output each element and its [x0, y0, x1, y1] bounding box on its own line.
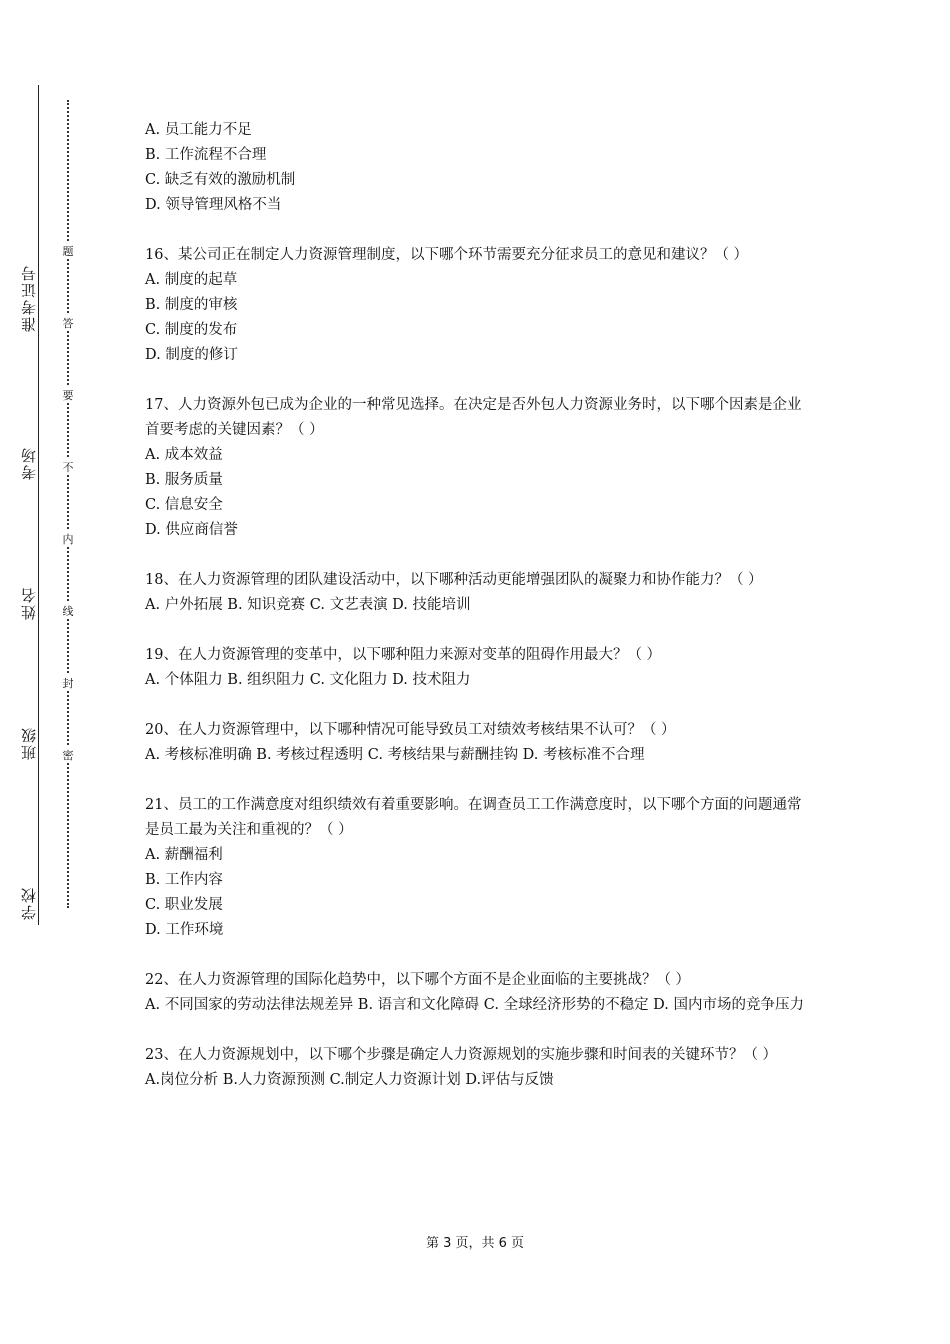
option: B. 工作流程不合理 — [145, 147, 267, 163]
question-stem: 18、在人力资源管理的团队建设活动中，以下哪种活动更能增强团队的凝聚力和协作能力？（ ） — [145, 572, 763, 588]
option: B. 制度的审核 — [145, 297, 238, 313]
question-17 — [145, 393, 810, 543]
question-22 — [145, 968, 810, 1018]
option: D. 工作环境 — [145, 922, 224, 938]
option: D. 领导管理风格不当 — [145, 197, 282, 213]
question-16 — [145, 243, 810, 368]
binding-line — [38, 85, 39, 925]
option: B. 工作内容 — [145, 872, 223, 888]
question-stem: 16、某公司正在制定人力资源管理制度，以下哪个环节需要充分征求员工的意见和建议？（ ） — [145, 247, 749, 263]
question-stem: 23、在人力资源规划中，以下哪个步骤是确定人力资源规划的实施步骤和时间表的关键环节？（ ） — [145, 1047, 778, 1063]
binding-margin — [0, 0, 100, 1344]
field-name: 姓名 — [20, 586, 38, 620]
option: D. 供应商信誉 — [145, 522, 238, 538]
option: A. 薪酬福利 — [145, 847, 223, 863]
question-stem: 19、在人力资源管理的变革中，以下哪种阻力来源对变革的阻碍作用最大？（ ） — [145, 647, 662, 663]
question-19 — [145, 643, 810, 693]
option: C. 职业发展 — [145, 897, 223, 913]
option: C. 信息安全 — [145, 497, 223, 513]
seal-char: 线 — [59, 603, 77, 619]
option: A.岗位分析 B.人力资源预测 C.制定人力资源计划 D.评估与反馈 — [145, 1072, 554, 1088]
option: A. 员工能力不足 — [145, 122, 252, 138]
field-exam-number: 准考证号 — [20, 264, 38, 332]
question-21 — [145, 793, 810, 943]
question-18 — [145, 568, 810, 618]
option: A. 个体阻力 B. 组织阻力 C. 文化阻力 D. 技术阻力 — [145, 672, 471, 688]
field-school: 学校 — [20, 886, 38, 920]
question-stem: 20、在人力资源管理中，以下哪种情况可能导致员工对绩效考核结果不认可？（ ） — [145, 722, 676, 738]
option: A. 户外拓展 B. 知识竞赛 C. 文艺表演 D. 技能培训 — [145, 597, 471, 613]
question-stem: 22、在人力资源管理的国际化趋势中，以下哪个方面不是企业面临的主要挑战？（ ） — [145, 972, 691, 988]
question-23 — [145, 1043, 810, 1093]
field-exam-room: 考场 — [20, 446, 38, 480]
field-class: 班级 — [20, 726, 38, 760]
seal-char: 要 — [59, 387, 77, 403]
prev-question-options — [145, 118, 810, 218]
page-footer: 第 3 页，共 6 页 — [425, 1236, 525, 1251]
option: C. 制度的发布 — [145, 322, 238, 338]
seal-dotted-line — [67, 100, 69, 908]
option: A. 不同国家的劳动法律法规差异 B. 语言和文化障碍 C. 全球经济形势的不稳定 D. 国内市场的竞争压力 — [145, 997, 805, 1013]
option: D. 制度的修订 — [145, 347, 238, 363]
option: C. 缺乏有效的激励机制 — [145, 172, 296, 188]
seal-char: 不 — [59, 459, 77, 475]
question-stem: 21、员工的工作满意度对组织绩效有着重要影响。在调查员工工作满意度时，以下哪个方面的问题通常是员工最为关注和重视的？（ ） — [145, 797, 802, 838]
seal-char: 密 — [59, 747, 77, 763]
option: A. 成本效益 — [145, 447, 223, 463]
seal-char: 封 — [59, 675, 77, 691]
seal-char: 内 — [59, 531, 77, 547]
seal-char: 题 — [59, 243, 77, 259]
question-20 — [145, 718, 810, 768]
option: A. 制度的起草 — [145, 272, 238, 288]
option: A. 考核标准明确 B. 考核过程透明 C. 考核结果与薪酬挂钩 D. 考核标准不合理 — [145, 747, 645, 763]
option: B. 服务质量 — [145, 472, 223, 488]
question-list — [145, 118, 810, 1118]
seal-char: 答 — [59, 315, 77, 331]
question-stem: 17、人力资源外包已成为企业的一种常见选择。在决定是否外包人力资源业务时，以下哪个因素是企业首要考虑的关键因素？（ ） — [145, 397, 802, 438]
